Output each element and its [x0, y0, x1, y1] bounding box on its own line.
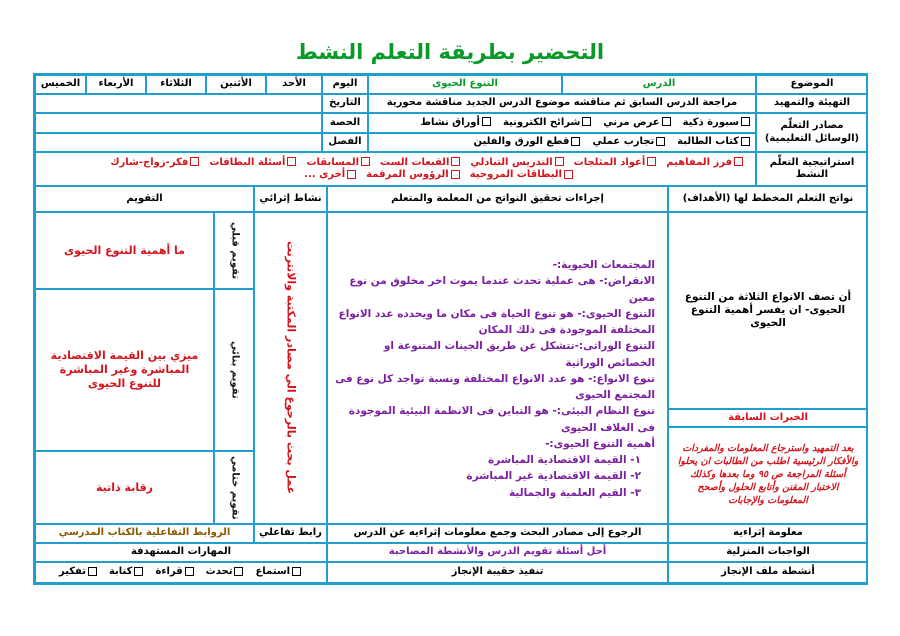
strategies-label: استراتيجية التعلّم النشط	[756, 152, 868, 186]
pre-assessment-text: ما أهمية التنوع الحيوى	[35, 212, 214, 289]
procedure-line: تنوع النظام البيئى:- هو التباين فى الانظمة البيئية الموجودة فى الغلاف الحيوى	[348, 405, 655, 434]
portfolio-label: أنشطة ملف الإنجاز	[668, 562, 868, 583]
day-wednesday: الأربعاء	[86, 75, 146, 94]
day-thursday: الخميس	[35, 75, 86, 94]
procedures-header: إجراءات تحقيق النواتج من المعلمة والمتعلم	[327, 186, 668, 212]
skill-writing: كتابة	[109, 566, 145, 579]
checkbox-icon[interactable]	[647, 157, 656, 166]
checkbox-icon[interactable]	[582, 117, 591, 126]
checkbox-icon[interactable]	[451, 157, 460, 166]
period-label: الحصة	[322, 113, 368, 133]
lesson-value: التنوع الحيوى	[368, 75, 562, 94]
enrich-info-value: الرجوع إلى مصادر البحث وجمع معلومات إثراءيه عن الدرس	[327, 524, 668, 543]
enrichment-text: عمل بحث بالرجوع الي مصادر المكتبة والانترنت	[254, 212, 327, 524]
procedures-content	[327, 212, 668, 524]
skills-list	[35, 562, 327, 583]
resource-slides: شرائح الكترونية	[503, 117, 593, 130]
procedure-line: الانقراض:- هى عملية تحدث عندما يموت اخر مخلوق من نوع معين	[349, 275, 655, 304]
lesson-plan-table	[33, 73, 868, 585]
enrich-info-label: معلومة إثراءيه	[668, 524, 868, 543]
class-value	[35, 133, 322, 152]
resources-label: مصادر التعلّم (الوسائل التعليمية)	[756, 113, 868, 152]
period-value	[35, 113, 322, 133]
resource-paper-foam: قطع الورق والفلين	[473, 136, 582, 149]
procedure-line: التنوع الوراثى:-تتشكل عن طريق الجينات المتنوعة او الخصائص الوراثية	[383, 340, 655, 369]
objective-text: أن تصف الانواع الثلاثة من التنوع الحيوى- ان يفسر أهمية التنوع الحيوى	[668, 212, 868, 409]
strategies-row2: البطاقات المروحية الرؤوس المرقمة أخرى ...	[304, 169, 745, 182]
homework-label: الواجبات المنزلية	[668, 543, 868, 562]
prior-text: بعد التمهيد واسترجاع المعلومات والمفردات والأفكار الرئيسية اطلب من الطالبات ان يحلوا أسئلة المراجعة ص ٩٥ وما بعدها وكذلك الاختبار المقنن وأتابع الحلول وأصحح المعلومات والإجابات	[668, 427, 868, 524]
procedure-line: أهمية التنوع الحيوى:-	[545, 437, 655, 450]
date-value	[35, 94, 322, 113]
page-title: التحضير بطريقة التعلم النشط	[295, 40, 605, 64]
formative-assessment-text: ميزي بين القيمة الاقتصادية المباشرة وغير المباشرة للتنوع الحيوى	[35, 289, 214, 451]
checkbox-icon[interactable]	[287, 157, 296, 166]
assessment-header: التقويم	[35, 186, 254, 212]
checkbox-icon[interactable]	[741, 117, 750, 126]
resource-textbook: كتاب الطالبة	[677, 136, 752, 149]
subject-label: الموضوع	[756, 75, 868, 94]
link-value[interactable]: الروابط التفاعلية بالكتاب المدرسي	[35, 524, 254, 543]
resource-smart-board: سبورة ذكية	[683, 117, 752, 130]
pre-assessment-label: تقويم قبلي	[214, 212, 254, 289]
procedure-line: ١- القيمة الاقتصادية المباشرة	[488, 454, 641, 467]
procedure-line: التنوع الحيوى:- هو تنوع الحياة فى مكان ما ويحدده عدد الانواع المختلفة الموجودة فى ذلك المكان	[338, 307, 655, 337]
final-assessment-label: تقويم ختامي	[214, 451, 254, 524]
class-label: الفصل	[322, 133, 368, 152]
day-label: اليوم	[322, 75, 368, 94]
final-assessment-text: رقابة ذاتية	[35, 451, 214, 524]
resources-row1	[368, 113, 756, 133]
day-sunday: الأحد	[266, 75, 322, 94]
resources-row2	[368, 133, 756, 152]
procedure-line: المجتمعات الحيوية:-	[552, 259, 655, 271]
intro-value: مراجعة الدرس السابق ثم مناقشه موضوع الدرس الجديد مناقشة محورية	[368, 94, 756, 113]
skill-reading: قراءة	[155, 566, 195, 579]
resource-worksheets: أوراق نشاط	[421, 117, 493, 130]
formative-assessment-label: تقويم بنائي	[214, 289, 254, 451]
checkbox-icon[interactable]	[234, 567, 243, 576]
lesson-label: الدرس	[562, 75, 756, 94]
checkbox-icon[interactable]	[361, 157, 370, 166]
skill-thinking: تفكير	[59, 566, 99, 579]
strategies-list	[35, 152, 756, 186]
homework-value: أحل أسئلة تقويم الدرس والأنشطة المصاحبة	[327, 543, 668, 562]
checkbox-icon[interactable]	[185, 567, 194, 576]
checkbox-icon[interactable]	[564, 170, 573, 179]
checkbox-icon[interactable]	[656, 137, 665, 146]
outcomes-header: نواتج التعلم المخطط لها (الأهداف)	[668, 186, 868, 212]
prior-label: الخبرات السابقة	[668, 409, 868, 427]
resource-experiments: تجارب عملي	[592, 136, 667, 149]
checkbox-icon[interactable]	[662, 117, 671, 126]
day-tuesday: الثلاثاء	[146, 75, 206, 94]
strategies-row1: فرز المفاهيم أعواد المثلجات التدريس التبادلي القبعات الست المسابقات أسئلة البطاقات فكر-زواج-شارك	[110, 157, 745, 170]
skills-label: المهارات المستهدفة	[35, 543, 327, 562]
procedure-line: ٢- القيمة الاقتصادية غير المباشرة	[466, 470, 641, 483]
checkbox-icon[interactable]	[190, 157, 199, 166]
checkbox-icon[interactable]	[292, 567, 301, 576]
enrichment-header: نشاط إثرائي	[254, 186, 327, 212]
portfolio-value: تنفيذ حقيبة الإنجاز	[327, 562, 668, 583]
skill-listening: استماع	[255, 566, 303, 579]
link-label: رابط تفاعلي	[254, 524, 327, 543]
intro-label: التهيئة والتمهيد	[756, 94, 868, 113]
checkbox-icon[interactable]	[571, 137, 580, 146]
checkbox-icon[interactable]	[88, 567, 97, 576]
date-label: التاريخ	[322, 94, 368, 113]
checkbox-icon[interactable]	[347, 170, 356, 179]
checkbox-icon[interactable]	[741, 137, 750, 146]
checkbox-icon[interactable]	[451, 170, 460, 179]
checkbox-icon[interactable]	[555, 157, 564, 166]
checkbox-icon[interactable]	[734, 157, 743, 166]
skill-speaking: تحدث	[206, 566, 246, 579]
resource-video: عرض مرني	[603, 117, 672, 130]
procedure-line: ٣- القيم العلمية والجمالية	[508, 486, 641, 499]
procedure-line: تنوع الانواع:- هو عدد الانواع المختلفة ونسبة تواجد كل نوع فى المجتمع الحيوى	[335, 372, 655, 402]
checkbox-icon[interactable]	[134, 567, 143, 576]
day-monday: الأثنين	[206, 75, 266, 94]
checkbox-icon[interactable]	[482, 117, 491, 126]
